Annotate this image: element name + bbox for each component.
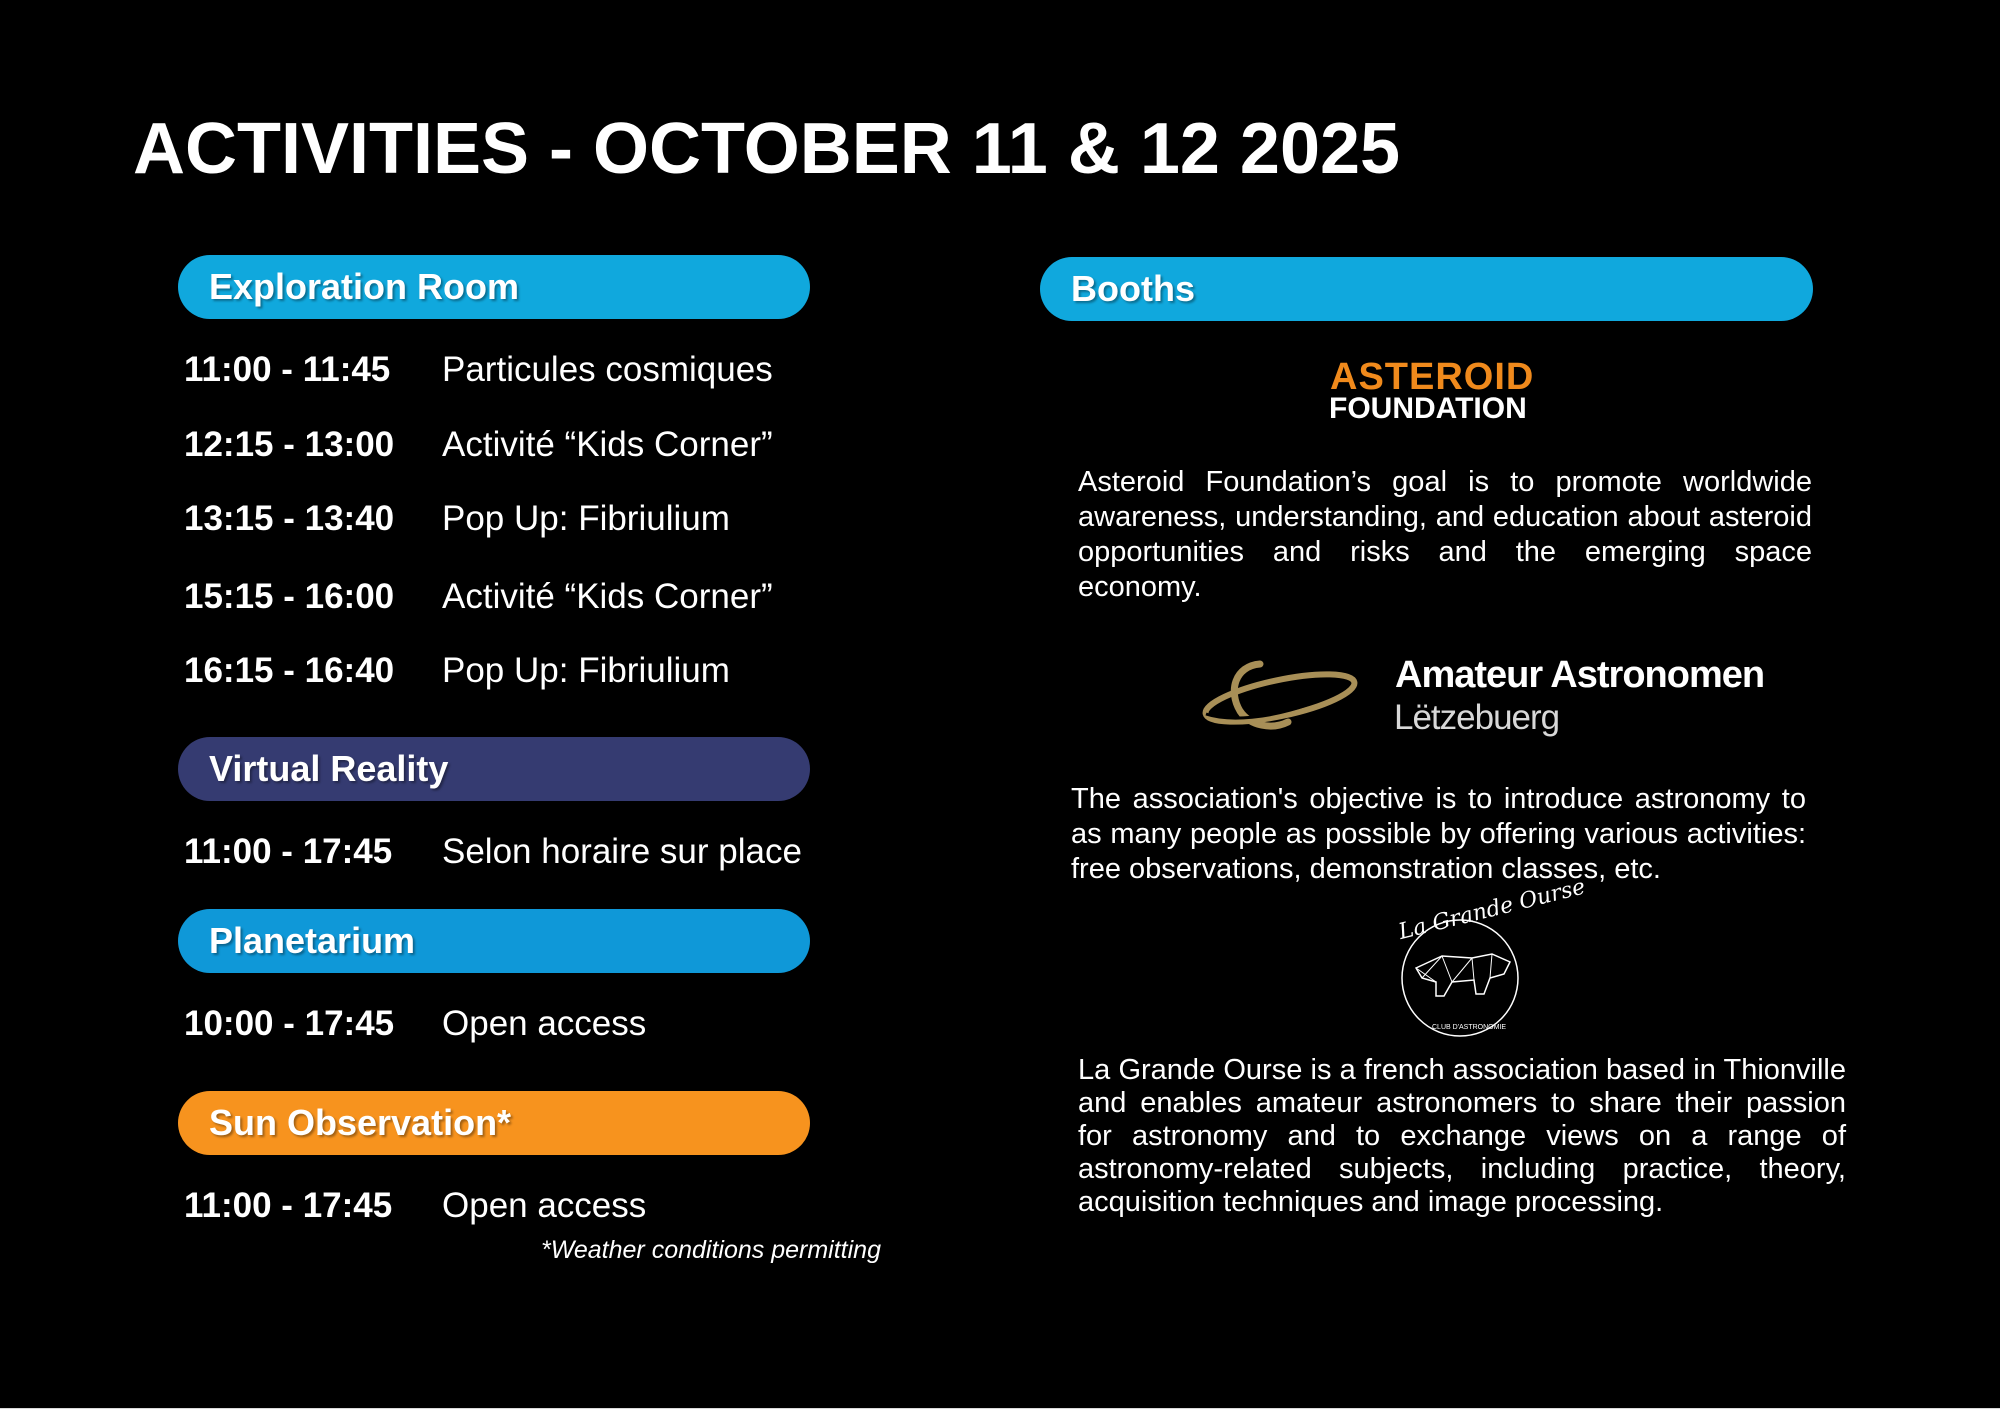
schedule-time: 15:15 - 16:00 — [184, 577, 395, 616]
schedule-time: 16:15 - 16:40 — [184, 651, 395, 690]
schedule-time: 10:00 - 17:45 — [184, 1004, 395, 1043]
booths-header: Booths — [1040, 257, 1813, 321]
schedule-time: 11:00 - 17:45 — [184, 832, 393, 871]
grande-ourse-description: La Grande Ourse is a french association based in Thionville and enables amateur astronomers to share their passion for astronomy and to exchange views on a range of astronomy-related subjects, including practice, theory, acquisition techniques and image processing. — [1078, 1054, 1846, 1218]
schedule-activity: Pop Up: Fibriulium — [442, 499, 730, 538]
asteroid-description: Asteroid Foundation’s goal is to promote worldwide awareness, understanding, and education about asteroid opportunities and risks and the emerging space economy. — [1078, 466, 1812, 603]
schedule-time: 11:00 - 17:45 — [184, 1186, 393, 1225]
schedule-time: 11:00 - 11:45 — [184, 350, 391, 389]
weather-note: *Weather conditions permitting — [541, 1236, 881, 1264]
grande-ourse-script: La Grande Ourse — [1396, 874, 1588, 945]
schedule-activity: Pop Up: Fibriulium — [442, 651, 730, 690]
grande-ourse-ring-text: CLUB D'ASTRONOMIE — [1432, 1024, 1507, 1031]
exploration-room-header: Exploration Room — [178, 255, 810, 319]
ala-description: The association's objective is to introduce astronomy to as many people as possible by offering various activities: free observations, demonstration classes, etc. — [1071, 783, 1806, 885]
schedule-activity: Activité “Kids Corner” — [442, 425, 773, 464]
schedule-activity: Selon horaire sur place — [442, 832, 802, 871]
asteroid-logo-line2: FOUNDATION — [1329, 392, 1527, 425]
schedule-time: 13:15 - 13:40 — [184, 499, 395, 538]
asteroid-logo-line1: ASTEROID — [1330, 356, 1535, 398]
planetarium-header: Planetarium — [178, 909, 810, 973]
schedule-activity: Open access — [442, 1186, 647, 1225]
ala-logo-line1: Amateur Astronomen — [1395, 654, 1765, 696]
page-title: ACTIVITIES - OCTOBER 11 & 12 2025 — [133, 109, 1401, 189]
saturn-logo-icon — [1200, 656, 1360, 736]
virtual-reality-header: Virtual Reality — [178, 737, 810, 801]
schedule-activity: Open access — [442, 1004, 647, 1043]
sun-observation-header: Sun Observation* — [178, 1091, 810, 1155]
schedule-activity: Particules cosmiques — [442, 350, 773, 389]
ala-logo-line2: Lëtzebuerg — [1394, 698, 1560, 737]
schedule-activity: Activité “Kids Corner” — [442, 577, 773, 616]
schedule-time: 12:15 - 13:00 — [184, 425, 395, 464]
